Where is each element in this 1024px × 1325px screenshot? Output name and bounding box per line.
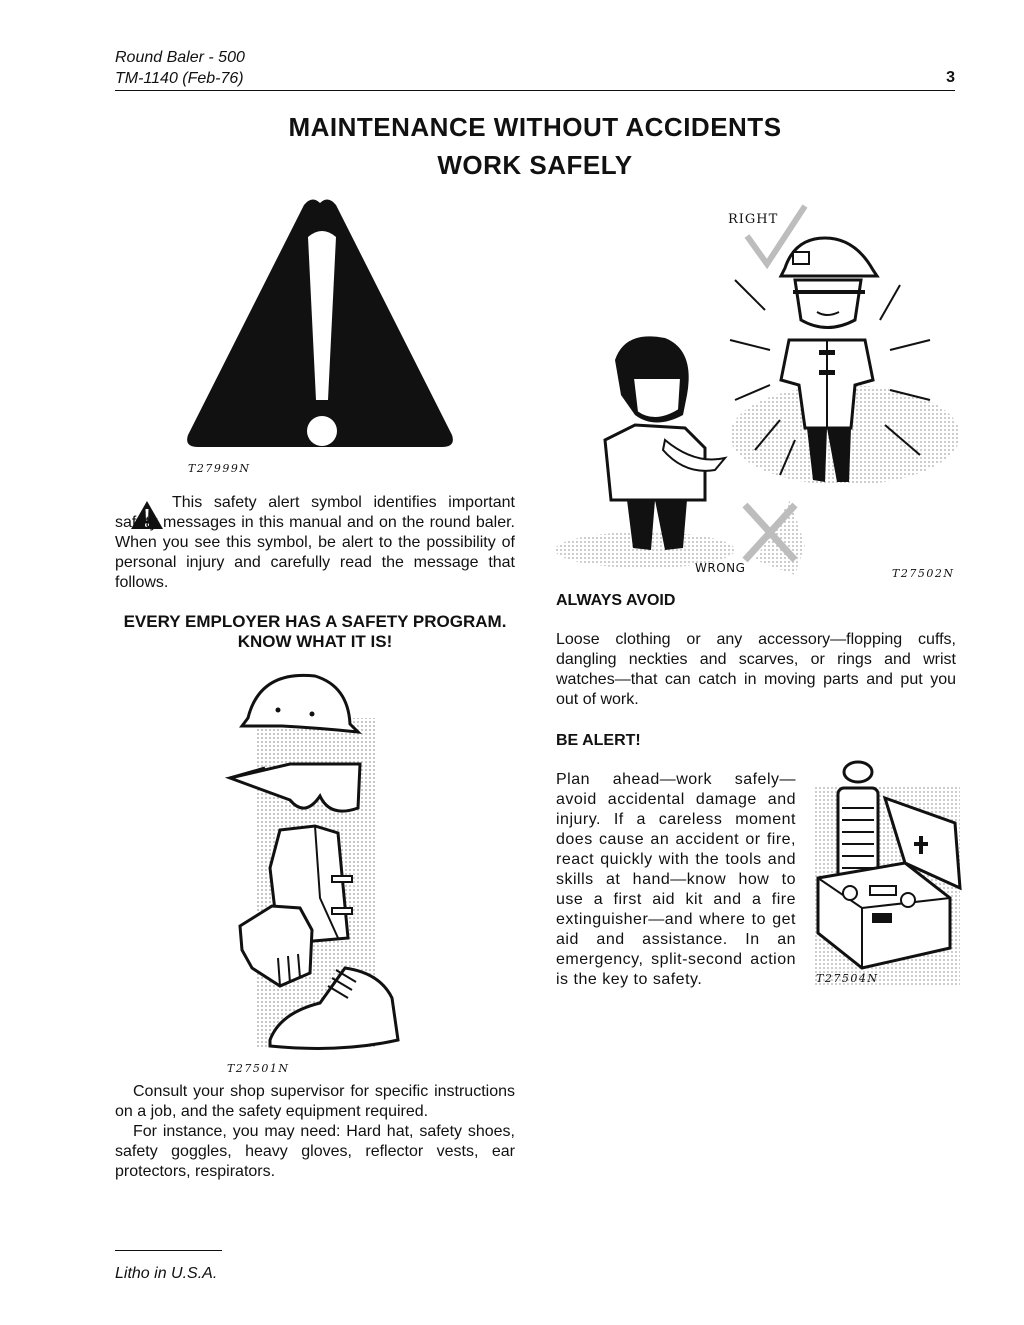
figure-code-first-aid: T27504N (816, 972, 879, 985)
wrong-label: WRONG (695, 561, 746, 575)
figure-code-warning: T27999N (188, 462, 251, 475)
page-title-line2: WORK SAFELY (437, 150, 633, 180)
right-label: RIGHT (728, 212, 779, 227)
alert-paragraph: This safety alert symbol identifies important safety messages in this manual and on the round baler. When you see this symbol, be alert to the possibility of personal injury and carefully read the message that follows. (115, 494, 515, 591)
header-rule (115, 90, 955, 91)
page-title-line1: MAINTENANCE WITHOUT ACCIDENTS (288, 112, 782, 142)
page-number: 3 (946, 69, 955, 86)
be-alert-text: Plan ahead—work safely—avoid accidental damage and injury. If a careless moment does cause an accident or fire, react quickly with the tools and skills at hand—know how to use a first aid kit and a fire extinguisher—and where to get aid and assistance. In an emergency, split-second action is the key to safety. (556, 771, 796, 988)
always-avoid-heading: ALWAYS AVOID (556, 592, 676, 609)
be-alert-heading: BE ALERT! (556, 732, 641, 749)
figure-code-right-wrong: T27502N (892, 567, 955, 580)
footer-rule (115, 1250, 222, 1251)
consult-paragraph-2: For instance, you may need: Hard hat, safety shoes, safety goggles, heavy gloves, reflector vests, ear protectors, respirators. (115, 1123, 515, 1180)
footer-litho: Litho in U.S.A. (115, 1265, 218, 1282)
safety-equipment-illustration (220, 668, 380, 1058)
consult-paragraph-1: Consult your shop supervisor for specific instructions on a job, and the safety equipment required. (115, 1083, 515, 1120)
always-avoid-text: Loose clothing or any accessory—flopping cuffs, dangling neckties and scarves, or rings and wrist watches—that can catch in moving parts and put you out of work. (556, 631, 956, 708)
employer-heading: EVERY EMPLOYER HAS A SAFETY PROGRAM. KNOW WHAT IT IS! (123, 612, 507, 651)
figure-code-equipment: T27501N (227, 1062, 290, 1075)
right-wrong-illustration (555, 200, 960, 580)
warning-triangle-icon (180, 195, 460, 460)
header-manual-title: Round Baler - 500 (115, 49, 245, 66)
first-aid-kit-illustration (810, 758, 960, 986)
header-manual-code: TM-1140 (Feb-76) (115, 70, 244, 87)
